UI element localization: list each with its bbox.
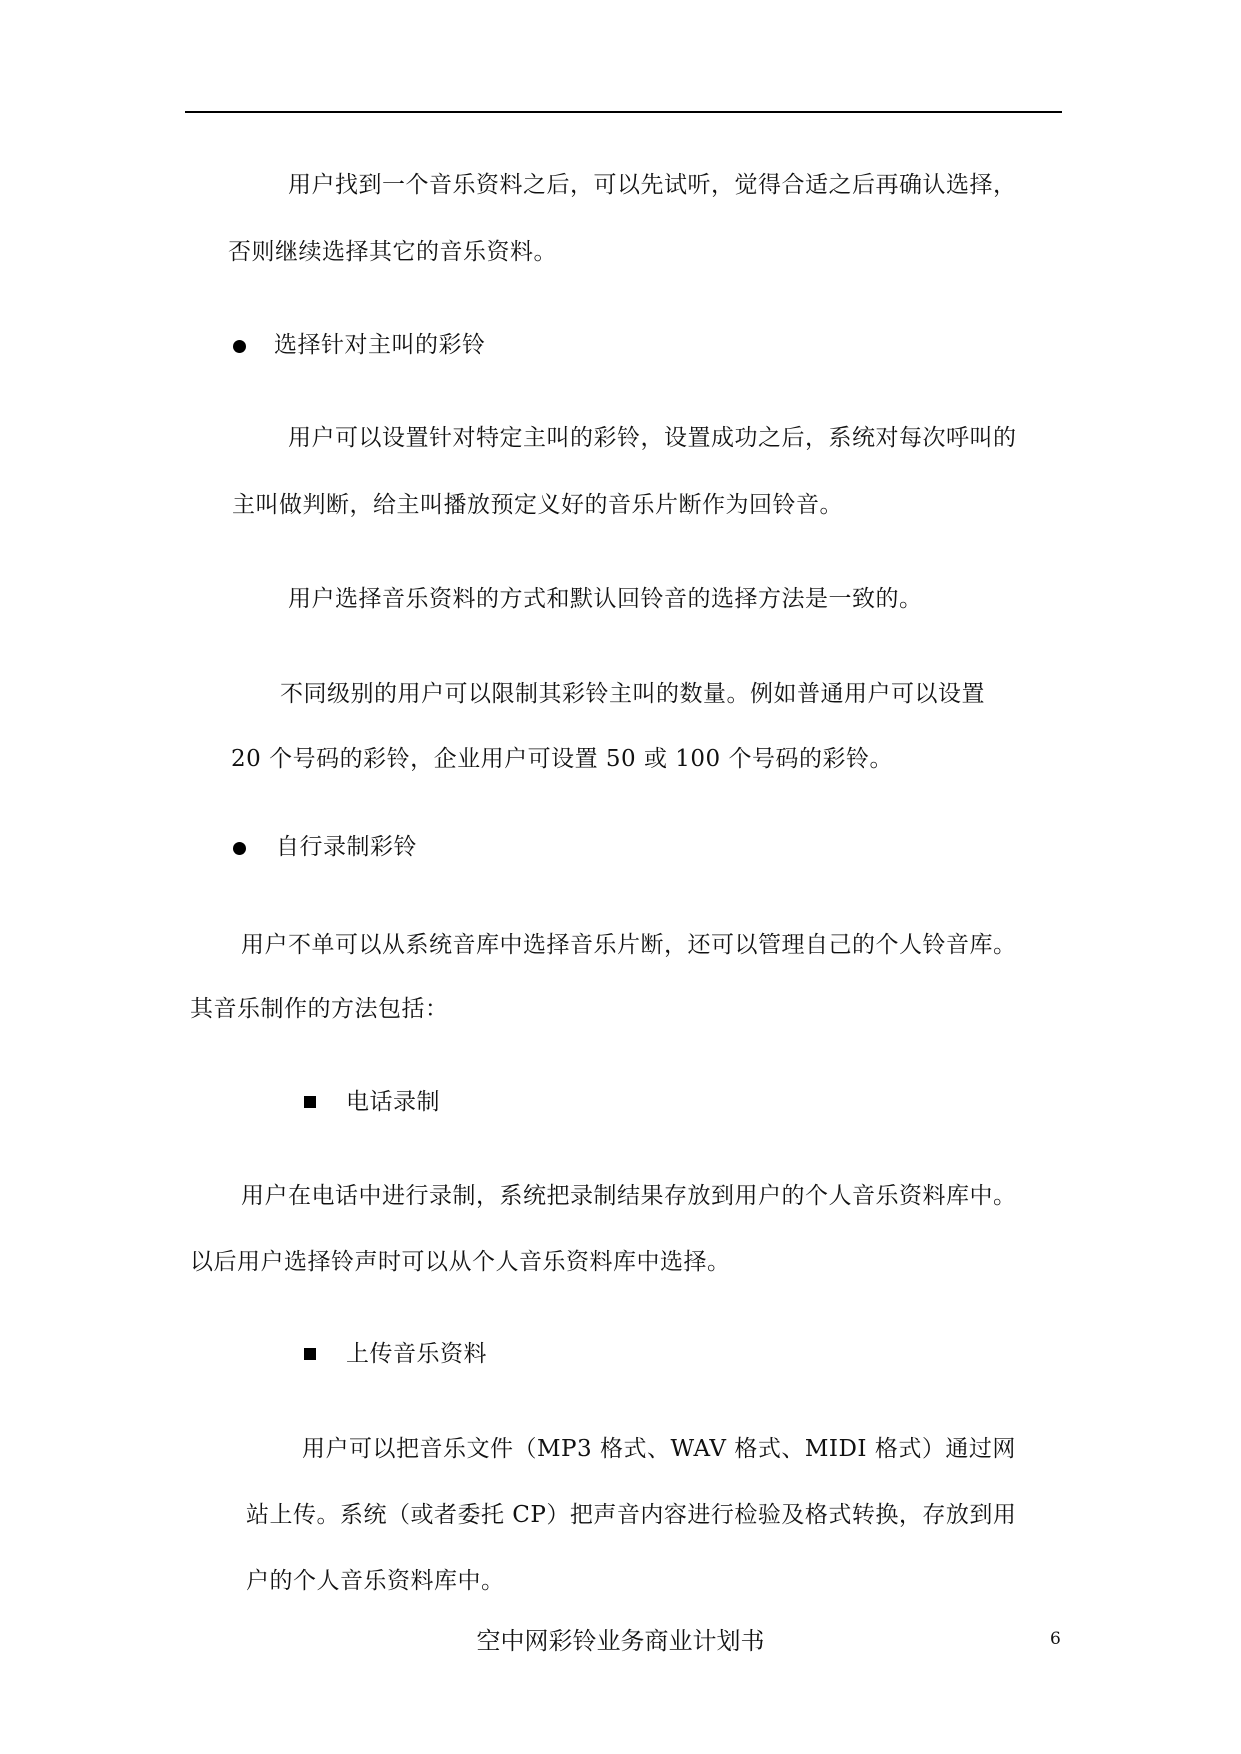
bullet-square-icon (304, 1348, 316, 1360)
paragraph-line: 站上传。系统（或者委托 CP）把声音内容进行检验及格式转换，存放到用 (246, 1502, 1017, 1528)
paragraph-line: 以后用户选择铃声时可以从个人音乐资料库中选择。 (190, 1249, 731, 1275)
paragraph-line: 主叫做判断，给主叫播放预定义好的音乐片断作为回铃音。 (232, 492, 843, 518)
footer-title: 空中网彩铃业务商业计划书 (476, 1627, 765, 1655)
paragraph-line: 不同级别的用户可以限制其彩铃主叫的数量。例如普通用户可以设置 (280, 681, 985, 707)
paragraph-line: 20 个号码的彩铃，企业用户可设置 50 或 100 个号码的彩铃。 (231, 746, 893, 772)
paragraph-line: 用户选择音乐资料的方式和默认回铃音的选择方法是一致的。 (288, 586, 923, 612)
paragraph-line: 用户可以设置针对特定主叫的彩铃，设置成功之后，系统对每次呼叫的 (288, 425, 1017, 451)
paragraph-line: 用户不单可以从系统音库中选择音乐片断，还可以管理自己的个人铃音库。 (241, 932, 1017, 958)
sub-bullet-heading: 电话录制 (346, 1089, 440, 1115)
bullet-dot-icon (233, 340, 246, 353)
paragraph-line: 用户找到一个音乐资料之后，可以先试听，觉得合适之后再确认选择， (288, 172, 1017, 198)
paragraph-line: 用户可以把音乐文件（MP3 格式、WAV 格式、MIDI 格式）通过网 (302, 1436, 1016, 1462)
bullet-heading: 自行录制彩铃 (276, 834, 417, 860)
bullet-heading: 选择针对主叫的彩铃 (274, 332, 486, 358)
paragraph-line: 其音乐制作的方法包括： (190, 996, 449, 1022)
sub-bullet-heading: 上传音乐资料 (346, 1341, 487, 1367)
paragraph-line: 否则继续选择其它的音乐资料。 (228, 239, 557, 265)
bullet-dot-icon (233, 842, 246, 855)
page-number: 6 (1050, 1629, 1061, 1649)
paragraph-line: 户的个人音乐资料库中。 (246, 1568, 505, 1594)
bullet-square-icon (304, 1096, 316, 1108)
header-rule (185, 111, 1062, 113)
paragraph-line: 用户在电话中进行录制，系统把录制结果存放到用户的个人音乐资料库中。 (241, 1183, 1017, 1209)
